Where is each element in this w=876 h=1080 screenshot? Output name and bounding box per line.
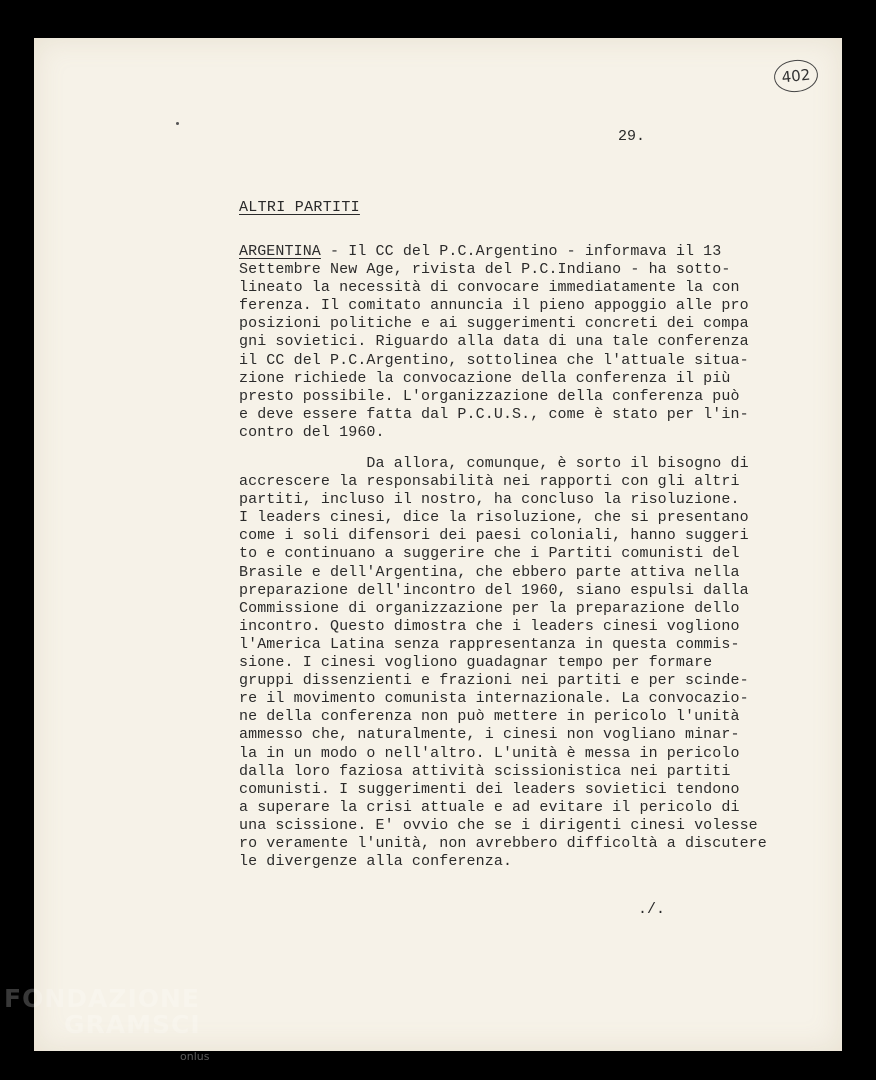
paragraph-argentina [239, 243, 799, 442]
country-label: ARGENTINA [239, 243, 321, 260]
continuation-mark: ./. [638, 901, 666, 918]
page-number: 29. [618, 128, 646, 145]
paper-speck [176, 122, 179, 125]
paragraph-argentina-body: - Il CC del P.C.Argentino - informava il 13 Settembre New Age, rivista del P.C.Indiano - ha sotto- lineato la necessità di convocare immediatamente la con ferenza. Il comitato annuncia il pieno appoggio alle pro posizioni politiche e ai suggerimenti concreti dei compa gni sovietici. Riguardo alla data di una tale conferenza il CC del P.C.Argentino, sottolinea che l'attuale situa- zione richiede la convocazione della conferenza il più presto possibile. L'organizzazione della conferenza può e deve essere fatta dal P.C.U.S., come è stato per l'in- contro del 1960. [239, 243, 749, 441]
document-page [34, 38, 842, 1051]
watermark-line2: GRAMSCI [64, 1010, 201, 1039]
watermark-onlus: onlus [180, 1050, 210, 1063]
paragraph-resolution: Da allora, comunque, è sorto il bisogno di accrescere la responsabilità nei rapporti con gli altri partiti, incluso il nostro, ha concluso la risoluzione. I leaders cinesi, dice la risoluzione, che si presentano come i soli difensori dei paesi coloniali, hanno suggeri to e continuano a suggerire che i Partiti comunisti del Brasile e dell'Argentina, che ebbero parte attiva nella preparazione dell'incontro del 1960, siano espulsi dalla Commissione di organizzazione per la preparazione dello incontro. Questo dimostra che i leaders cinesi vogliono l'America Latina senza rappresentanza in questa commis- sione. I cinesi vogliono guadagnar tempo per formare gruppi dissenzienti e frazioni nei partiti e per scinde- re il movimento comunista internazionale. La convocazio- ne della conferenza non può mettere in pericolo l'unità ammesso che, naturalmente, i cinesi non vogliano minar- la in un modo o nell'altro. L'unità è messa in pericolo dalla loro faziosa attività scissionistica nei partiti comunisti. I suggerimenti dei leaders sovietici tendono a superare la crisi attuale e ad evitare il pericolo di una scissione. E' ovvio che se i dirigenti cinesi volesse ro veramente l'unità, non avrebbero difficoltà a discutere le divergenze alla conferenza. [239, 455, 767, 871]
section-heading: ALTRI PARTITI [239, 199, 360, 216]
foundation-watermark [4, 984, 210, 1063]
watermark-line1: FONDAZIONE [4, 984, 201, 1013]
archive-stamp: 402 [772, 58, 819, 94]
